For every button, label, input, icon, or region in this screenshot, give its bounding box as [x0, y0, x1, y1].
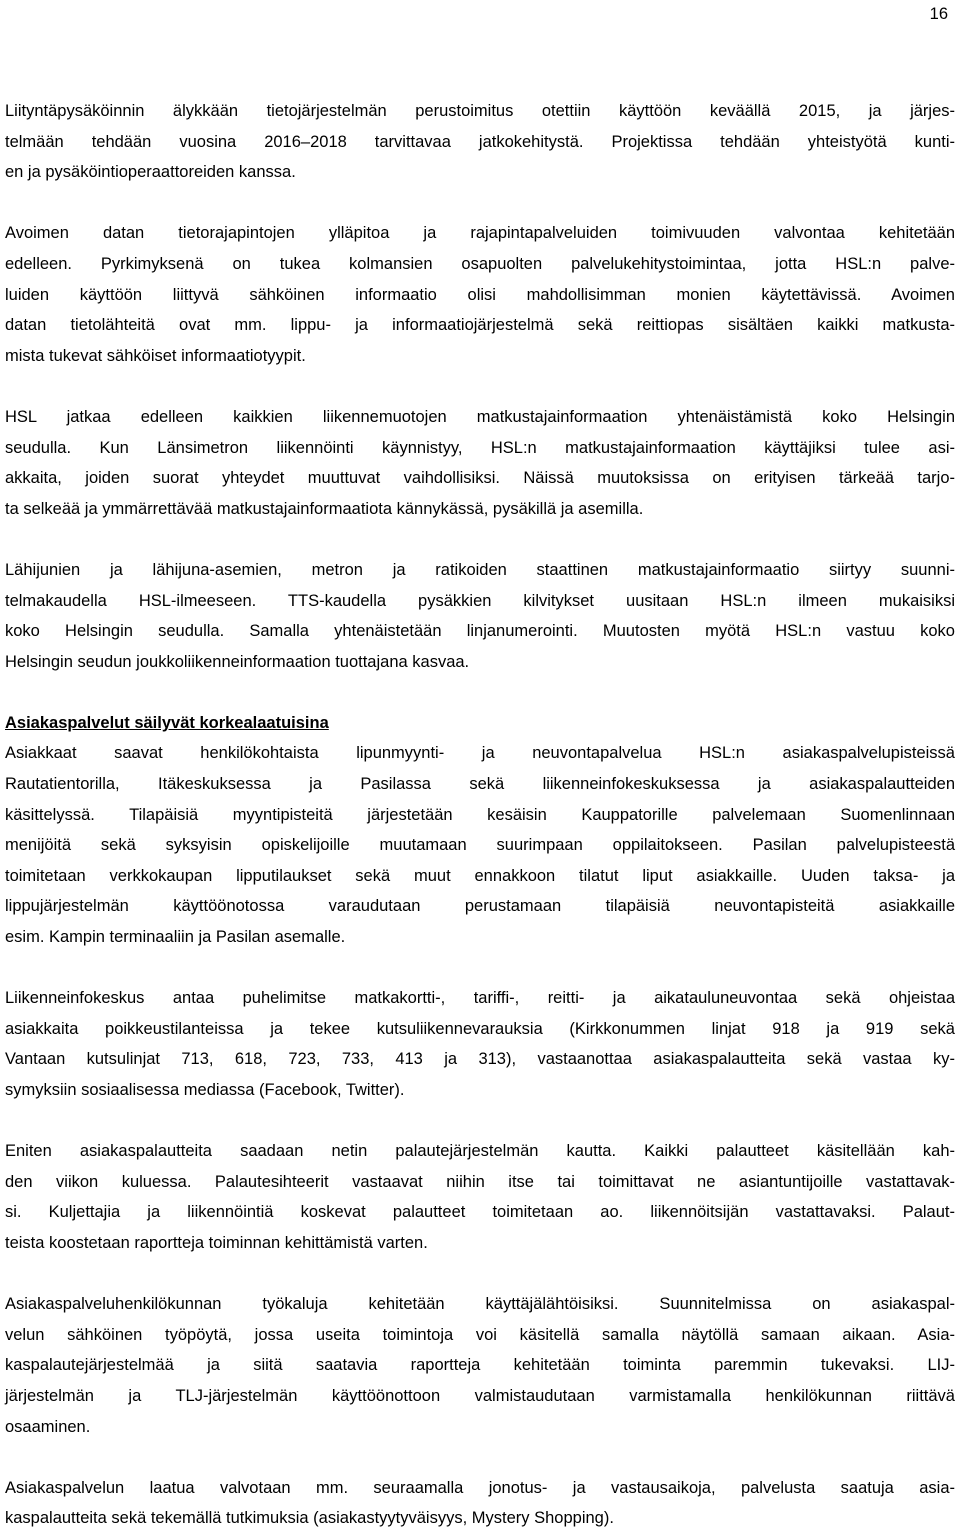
- text-line: menijöitä sekä syksyisin opiskelijoille muutamaan suurimpaan oppilaitokseen. Pasilan palvelupisteestä: [5, 836, 955, 855]
- paragraph: [5, 1473, 955, 1534]
- text-line: Avoimen datan tietorajapintojen ylläpitoa ja rajapintapalveluiden toimivuuden valvontaa kehitetään: [5, 224, 955, 243]
- text-line: Asiakkaat saavat henkilökohtaista lipunmyynti- ja neuvontapalvelua HSL:n asiakaspalvelupisteissä: [5, 744, 955, 763]
- text-line: velun sähköinen työpöytä, jossa useita toimintoja voi käsitellä samalla näytöllä samaan aikaan. Asia-: [5, 1325, 955, 1344]
- document-body: [5, 96, 955, 1534]
- paragraph: [5, 708, 955, 953]
- text-line: ta selkeää ja ymmärrettävää matkustajainformaatiota kännykässä, pysäkillä ja asemilla.: [5, 499, 644, 518]
- text-line: mista tukevat sähköiset informaatiotyypit.: [5, 346, 306, 365]
- text-line: kaspalautteita sekä tekemällä tutkimuksia (asiakastyytyväisyys, Mystery Shopping).: [5, 1509, 614, 1528]
- text-line: symyksiin sosiaalisessa mediassa (Facebook, Twitter).: [5, 1081, 405, 1099]
- text-line: järjestelmän ja TLJ-järjestelmän käyttöönottoon valmistaudutaan varmistamalla henkilökunnan riittävä: [5, 1386, 955, 1405]
- text-line: Vantaan kutsulinjat 713, 618, 723, 733, 413 ja 313), vastaanottaa asiakaspalautteita sekä vastaa ky-: [5, 1050, 955, 1069]
- text-line: Rautatientorilla, Itäkeskuksessa ja Pasilassa sekä liikenneinfokeskuksessa ja asiakaspalautteiden: [5, 775, 955, 794]
- paragraph: [5, 983, 955, 1105]
- section-heading: Asiakaspalvelut säilyvät korkealaatuisina: [5, 713, 329, 732]
- text-line: telmakaudella HSL-ilmeeseen. TTS-kaudella pysäkkien kilvitykset uusitaan HSL:n ilmeen mukaisiksi: [5, 591, 955, 610]
- text-line: telmään tehdään vuosina 2016–2018 tarvittavaa jatkokehitystä. Projektissa tehdään yhteistyötä kunti-: [5, 132, 955, 151]
- text-line: Lähijunien ja lähijuna-asemien, metron ja ratikoiden staattinen matkustajainformaatio siirtyy suunni-: [5, 560, 955, 579]
- text-line: Liikenneinfokeskus antaa puhelimitse matkakortti-, tariffi-, reitti- ja aikatauluneuvontaa sekä ohjeistaa: [5, 989, 955, 1008]
- text-line: en ja pysäköintioperaattoreiden kanssa.: [5, 163, 296, 182]
- paragraph-gap: [5, 371, 955, 402]
- paragraph-gap: [5, 677, 955, 708]
- text-line: seudulla. Kun Länsimetron liikennöinti käynnistyy, HSL:n matkustajainformaation käyttäjiksi tulee asi-: [5, 438, 955, 457]
- text-line: toimitetaan verkkokaupan lipputilaukset sekä muut ennakkoon tilatut liput asiakkaille. Uuden taksa- ja: [5, 866, 955, 885]
- text-line: akkaita, joiden suorat yhteydet muuttuvat vaihdollisiksi. Näissä muutoksissa on erityisen tärkeää tarjo-: [5, 469, 955, 488]
- paragraph-gap: [5, 524, 955, 555]
- paragraph-gap: [5, 1106, 955, 1137]
- paragraph: [5, 96, 955, 188]
- text-line: den viikon kuluessa. Palautesihteerit vastaavat niihin itse tai toimittavat ne asiantuntijoille vastattavak-: [5, 1172, 955, 1191]
- text-line: koko Helsingin seudulla. Samalla yhtenäistetään linjanumerointi. Muutosten myötä HSL:n vastuu koko: [5, 622, 955, 641]
- text-line: Eniten asiakaspalautteita saadaan netin palautejärjestelmän kautta. Kaikki palautteet käsitellään kah-: [5, 1142, 955, 1161]
- page-number: 16: [929, 5, 948, 23]
- text-line: Helsingin seudun joukkoliikenneinformaation tuottajana kasvaa.: [5, 652, 470, 671]
- paragraph: [5, 1289, 955, 1442]
- text-line: si. Kuljettajia ja liikennöintiä koskevat palautteet toimitetaan ao. liikennöitsijän vastattavaksi. Palaut-: [5, 1203, 955, 1222]
- text-line: lippujärjestelmän käyttöönotossa varaudutaan perustamaan tilapäisiä neuvontapisteitä asiakkaille: [5, 897, 955, 916]
- text-line: luiden käyttöön liittyvä sähköinen informaatio olisi mahdollisimman monien käytettävissä. Avoimen: [5, 285, 955, 304]
- text-line: datan tietolähteitä ovat mm. lippu- ja informaatiojärjestelmä sekä reittiopas sisältäen kaikki matkusta-: [5, 316, 955, 335]
- text-line: Asiakaspalveluhenkilökunnan työkaluja kehitetään käyttäjälähtöisiksi. Suunnitelmissa on asiakaspal-: [5, 1295, 955, 1314]
- text-line: Liityntäpysäköinnin älykkään tietojärjestelmän perustoimitus otettiin käyttöön keväällä 2015, ja järjes-: [5, 102, 955, 120]
- text-line: osaaminen.: [5, 1417, 91, 1436]
- text-line: kaspalautejärjestelmää ja siitä saatavia raportteja kehitetään toiminta paremmin tukevaksi. LIJ-: [5, 1356, 955, 1375]
- paragraph-gap: [5, 1442, 955, 1473]
- text-line: esim. Kampin terminaaliin ja Pasilan asemalle.: [5, 928, 346, 947]
- text-line: Asiakaspalvelun laatua valvotaan mm. seuraamalla jonotus- ja vastausaikoja, palvelusta saatuja asia-: [5, 1478, 955, 1497]
- text-line: teista koostetaan raportteja toiminnan kehittämistä varten.: [5, 1233, 428, 1252]
- text-line: käsittelyssä. Tilapäisiä myyntipisteitä järjestetään kesäisin Kauppatorille palvelemaan Suomenlinnaan: [5, 805, 955, 824]
- paragraph: [5, 402, 955, 524]
- paragraph: [5, 218, 955, 371]
- paragraph-gap: [5, 1259, 955, 1290]
- paragraph: [5, 555, 955, 677]
- text-line: edelleen. Pyrkimyksenä on tukea kolmansien osapuolten palvelukehitystoimintaa, jotta HSL:n palve-: [5, 254, 955, 273]
- paragraph-gap: [5, 188, 955, 219]
- text-line: HSL jatkaa edelleen kaikkien liikennemuotojen matkustajainformaation yhtenäistämistä koko Helsingin: [5, 407, 955, 426]
- paragraph-gap: [5, 953, 955, 984]
- paragraph: [5, 1136, 955, 1258]
- text-line: asiakkaita poikkeustilanteissa ja tekee kutsuliikennevarauksia (Kirkkonummen linjat 918 ja 919 sekä: [5, 1019, 955, 1038]
